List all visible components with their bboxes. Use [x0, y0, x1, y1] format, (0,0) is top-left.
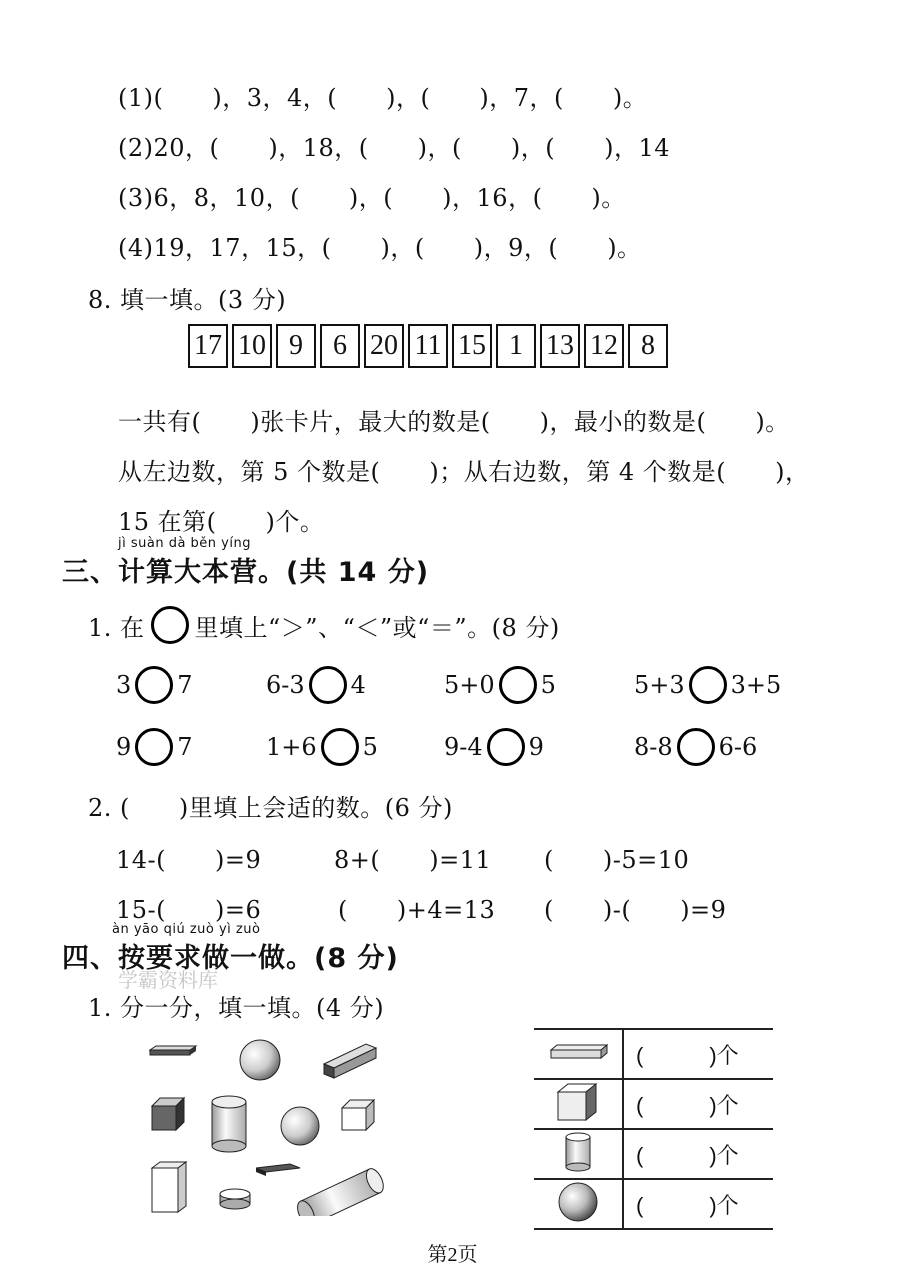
section-4-pinyin: àn yāo qiú zuò yì zuò	[112, 922, 261, 937]
count-blank[interactable]: ( )个	[623, 1179, 773, 1229]
compare-item	[444, 728, 544, 766]
compare-left: 6-3	[266, 671, 305, 699]
sequence-line-2: (2)20，( )，18，( )，( )，( )，14	[118, 134, 671, 162]
compare-right: 3+5	[730, 671, 782, 699]
number-card: 13	[540, 324, 580, 368]
cube-icon	[554, 1082, 602, 1122]
number-card: 8	[628, 324, 668, 368]
compare-circle[interactable]	[135, 728, 173, 766]
shape-cell	[534, 1029, 623, 1079]
fill-item: 8+( )=11	[334, 846, 492, 874]
compare-right: 5	[362, 733, 378, 761]
sphere-icon	[240, 1040, 280, 1080]
compare-circle[interactable]	[499, 666, 537, 704]
page-number: 第2页	[427, 1244, 478, 1266]
sequence-line-4: (4)19，17，15，( )，( )，9，( )。	[118, 234, 642, 262]
question-8-title: 8. 填一填。(3 分)	[88, 286, 287, 314]
shapes-illustration	[140, 1036, 390, 1216]
section-3-q1	[88, 606, 560, 644]
number-card: 12	[584, 324, 624, 368]
compare-circle[interactable]	[135, 666, 173, 704]
compare-item	[116, 728, 193, 766]
compare-left: 5+0	[444, 671, 495, 699]
compare-left: 9-4	[444, 733, 483, 761]
cylinder-icon	[212, 1096, 246, 1152]
compare-right: 9	[528, 733, 544, 761]
circle-icon	[151, 606, 189, 644]
compare-left: 9	[116, 733, 132, 761]
count-blank[interactable]: ( )个	[623, 1029, 773, 1079]
cylinder-icon	[562, 1131, 594, 1173]
number-card: 9	[276, 324, 316, 368]
lying-cylinder-icon	[294, 1166, 387, 1216]
fill-item: ( )-( )=9	[544, 896, 727, 924]
q1-suffix: 里填上“＞”、“＜”或“＝”。(8 分)	[194, 613, 560, 642]
number-card: 17	[188, 324, 228, 368]
flat-cuboid-icon	[150, 1046, 196, 1055]
shape-count-table	[534, 1028, 773, 1230]
cuboid-icon	[152, 1162, 186, 1212]
q1-prefix: 1. 在	[88, 613, 145, 642]
table-row	[534, 1179, 773, 1229]
compare-right: 7	[177, 671, 193, 699]
compare-circle[interactable]	[309, 666, 347, 704]
compare-left: 8-8	[634, 733, 673, 761]
number-card: 11	[408, 324, 448, 368]
section-3-q2: 2. ( )里填上会适的数。(6 分)	[88, 794, 453, 822]
compare-right: 6-6	[718, 733, 758, 761]
compare-item	[444, 666, 556, 704]
number-card: 15	[452, 324, 492, 368]
compare-left: 3	[116, 671, 132, 699]
table-row	[534, 1129, 773, 1179]
cube-icon	[152, 1098, 184, 1130]
fill-item: 15-( )=6	[116, 896, 262, 924]
count-blank[interactable]: ( )个	[623, 1129, 773, 1179]
compare-item	[116, 666, 193, 704]
table-row	[534, 1029, 773, 1079]
question-8-line-1: 一共有( )张卡片，最大的数是( )，最小的数是( )。	[118, 408, 790, 436]
fill-item: ( )-5=10	[544, 846, 690, 874]
shape-cell	[534, 1079, 623, 1129]
number-card: 20	[364, 324, 404, 368]
short-cylinder-icon	[220, 1189, 250, 1209]
compare-right: 4	[350, 671, 366, 699]
count-blank[interactable]: ( )个	[623, 1079, 773, 1129]
number-card: 1	[496, 324, 536, 368]
sequence-line-1: (1)( )，3，4，( )，( )，7，( )。	[118, 84, 648, 112]
sphere-icon	[281, 1107, 319, 1145]
section-3-title: 三、计算大本营。(共 14 分)	[62, 557, 430, 588]
sequence-line-3: (3)6，8，10，( )，( )，16，( )。	[118, 184, 626, 212]
sphere-icon	[555, 1181, 601, 1223]
table-row	[534, 1079, 773, 1129]
number-card: 10	[232, 324, 272, 368]
compare-right: 7	[177, 733, 193, 761]
compare-item	[266, 666, 366, 704]
shape-cell	[534, 1179, 623, 1229]
cube-icon	[342, 1100, 374, 1130]
shape-cell	[534, 1129, 623, 1179]
long-cuboid-icon	[324, 1044, 376, 1078]
number-card: 6	[320, 324, 360, 368]
watermark: 学霸资料库	[118, 968, 218, 992]
question-8-line-3: 15 在第( )个。	[118, 508, 325, 536]
compare-left: 1+6	[266, 733, 317, 761]
flat-prism-icon	[256, 1164, 300, 1176]
compare-circle[interactable]	[321, 728, 359, 766]
number-cards	[188, 324, 672, 368]
compare-circle[interactable]	[487, 728, 525, 766]
compare-item	[634, 666, 781, 704]
compare-item	[634, 728, 757, 766]
fill-item: ( )+4=13	[338, 896, 496, 924]
compare-right: 5	[540, 671, 556, 699]
flat-cuboid-icon	[545, 1040, 611, 1064]
section-3-pinyin: jì suàn dà běn yíng	[118, 536, 251, 551]
compare-item	[266, 728, 378, 766]
question-8-line-2: 从左边数，第 5 个数是( )；从右边数，第 4 个数是( )，	[118, 458, 810, 486]
compare-left: 5+3	[634, 671, 685, 699]
section-4-q1: 1. 分一分，填一填。(4 分)	[88, 994, 385, 1022]
fill-item: 14-( )=9	[116, 846, 262, 874]
section-4-title: 四、按要求做一做。(8 分)	[62, 943, 399, 974]
compare-circle[interactable]	[689, 666, 727, 704]
compare-circle[interactable]	[677, 728, 715, 766]
